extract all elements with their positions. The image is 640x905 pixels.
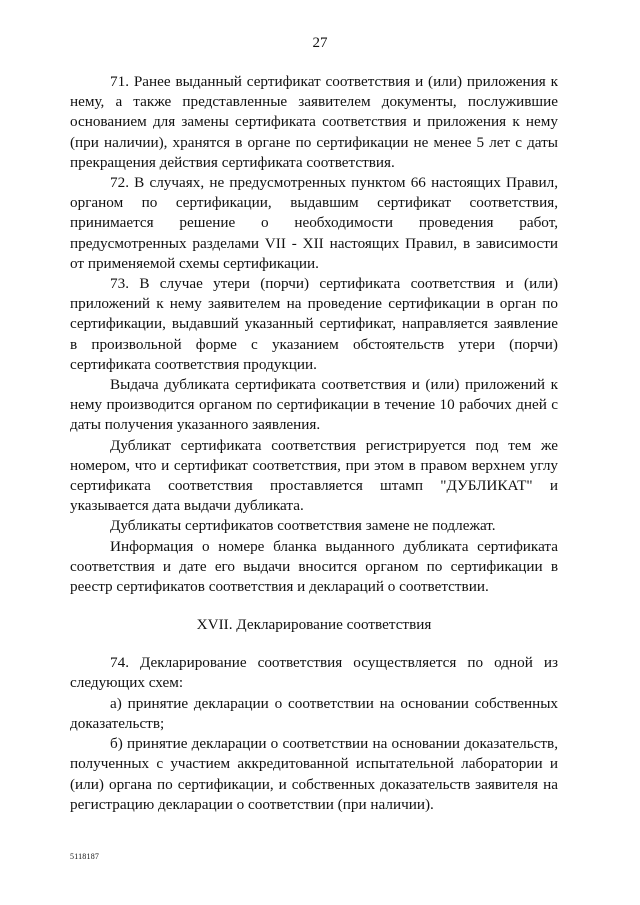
section-heading: XVII. Декларирование соответствия — [196, 616, 432, 634]
page-number: 27 — [312, 35, 328, 51]
paragraph-71: 71. Ранее выданный сертификат соответствия и (или) приложения к нему, а также представленные заявителем документы, послужившие основанием для замены сертификата соответствия и приложения к нему (при наличии), хранятся в органе по сертификации не менее 5 лет с даты прекращения действия сертификата соответствия. — [70, 73, 558, 171]
paragraph-73: 73. В случае утери (порчи) сертификата соответствия и (или) приложений к нему заявителем на проведение сертификации в орган по сертификации, выдавший указанный сертификат, направляется заявление в произвольной форме с указанием обстоятельств утери (порчи) сертификата соответствия продукции. — [70, 275, 558, 373]
paragraph-duplicate-issuance: Выдача дубликата сертификата соответствия и (или) приложений к нему производится органом по сертификации в течение 10 рабочих дней с даты получения указанного заявления. — [70, 376, 558, 434]
paragraph-duplicate-registry: Информация о номере бланка выданного дубликата сертификата соответствия и дате его выдачи вносится органом по сертификации в реестр сертификатов соответствия и деклараций о соответствии. — [70, 537, 558, 596]
paragraph-duplicate-registration: Дубликат сертификата соответствия регистрируется под тем же номером, что и сертификат соответствия, при этом в правом верхнем углу сертификата соответствия проставляется штамп "ДУБЛИКАТ" и указывается дата выдачи дубликата. — [70, 436, 558, 515]
document-body — [70, 72, 558, 815]
paragraph-duplicate-no-replacement: Дубликаты сертификатов соответствия замене не подлежат. — [110, 517, 496, 535]
paragraph-74-b: б) принятие декларации о соответствии на основании доказательств, полученных с участием аккредитованной испытательной лаборатории и (или) органа по сертификации, и собственных доказательств заявителя на регистрацию декларации о соответствии (при наличии). — [70, 735, 558, 813]
document-code: 5118187 — [70, 852, 100, 861]
paragraph-74-a: а) принятие декларации о соответствии на основании собственных доказательств; — [70, 694, 558, 732]
paragraph-74: 74. Декларирование соответствия осуществляется по одной из следующих схем: — [70, 654, 558, 692]
paragraph-72: 72. В случаях, не предусмотренных пунктом 66 настоящих Правил, органом по сертификации, выдавшим сертификат соответствия, принимается решение о необходимости проведения работ, предусмотренных разделами VII - XII настоящих Правил, в зависимости от применяемой схемы сертификации. — [70, 174, 558, 272]
